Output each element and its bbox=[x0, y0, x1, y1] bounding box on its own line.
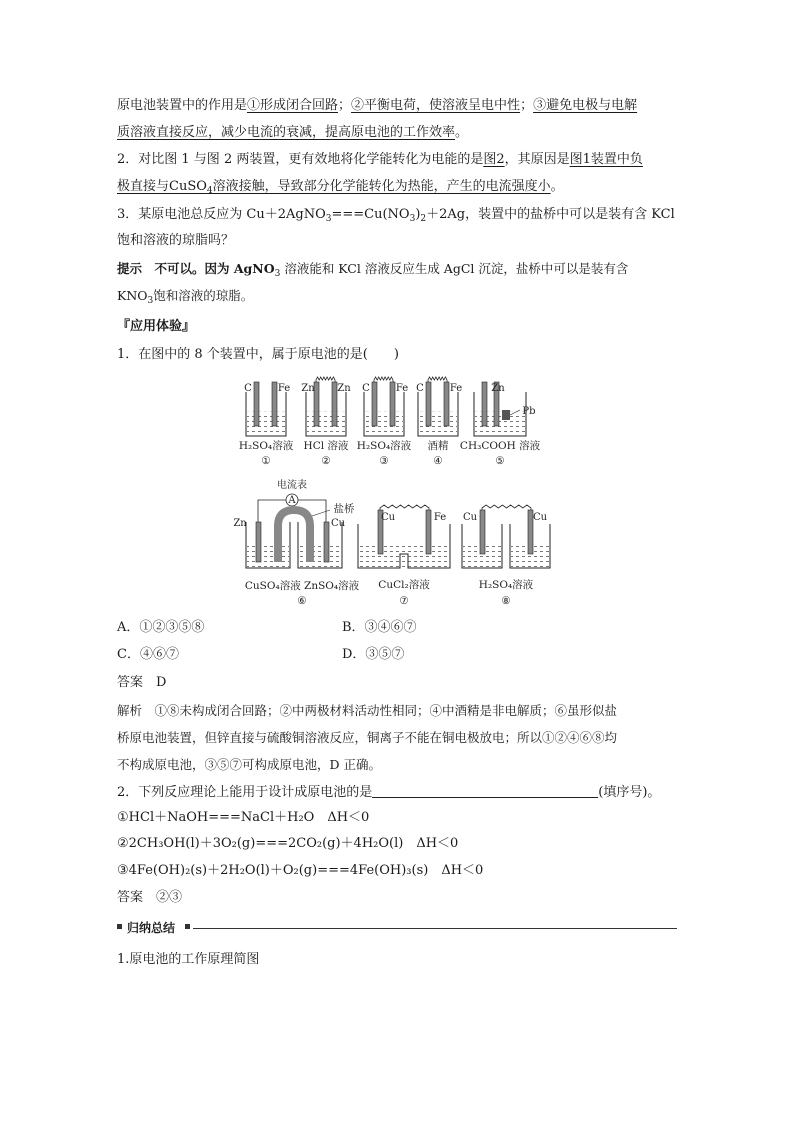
summary-label: 归纳总结 bbox=[127, 921, 176, 935]
electrode-left-label: Cu bbox=[462, 512, 478, 523]
underlined-text: 溶液接触，导致部分化学能转化为热能，产生的电流强度小 bbox=[212, 179, 551, 194]
solution-level bbox=[419, 412, 457, 435]
electrode-left-label: Zn bbox=[301, 383, 315, 394]
electrode-right-label: Fe bbox=[433, 512, 447, 523]
apparatus-number: ② bbox=[321, 455, 331, 467]
apparatus-1 bbox=[239, 382, 294, 467]
wire bbox=[482, 505, 531, 510]
text-line-5 bbox=[117, 205, 675, 225]
wire bbox=[380, 505, 429, 510]
apparatus-number: ⑥ bbox=[297, 595, 307, 607]
electrode-right bbox=[502, 410, 510, 420]
underlined-text: 质溶液直接反应，减少电流的衰减，提高原电池的工作效率 bbox=[117, 125, 456, 140]
text-line-2 bbox=[117, 123, 468, 143]
option-d: D．③⑤⑦ bbox=[342, 647, 405, 662]
electrode-right-label: Fe bbox=[277, 383, 291, 394]
explanation-line-3: 不构成原电池，③⑤⑦可构成原电池，D 正确。 bbox=[117, 757, 381, 772]
electrode-right bbox=[324, 522, 329, 562]
answer-blank[interactable] bbox=[372, 783, 598, 798]
electrode-left-label: Cu bbox=[380, 512, 396, 523]
answer-2: 答案 ②③ bbox=[117, 890, 183, 905]
electrode-left bbox=[426, 382, 431, 426]
solution-level bbox=[307, 412, 345, 435]
electrode-left bbox=[372, 382, 377, 426]
apparatus-number: ① bbox=[261, 455, 271, 467]
apparatus-4 bbox=[416, 377, 462, 467]
text: 3．某原电池总反应为 Cu＋2AgNO bbox=[117, 207, 326, 222]
electrode-left-label: C bbox=[416, 383, 424, 394]
hint-text: 提示 不可以。因为 AgNO bbox=[117, 261, 275, 276]
electrode-left-label: C bbox=[362, 383, 370, 394]
electrode-left bbox=[482, 382, 487, 426]
electrode-right-label: Fe bbox=[449, 383, 463, 394]
text: ) bbox=[415, 207, 421, 222]
reaction-3: ③4Fe(OH)₂(s)＋2H₂O(l)＋O₂(g)===4Fe(OH)₃(s) ΔH＜0 bbox=[117, 863, 484, 878]
wire bbox=[374, 377, 393, 382]
figure-row-2 bbox=[233, 478, 550, 607]
electrode-left-label: C bbox=[244, 383, 252, 394]
ammeter-symbol: A bbox=[288, 495, 296, 506]
option-a: A．①②③⑤⑧ bbox=[117, 620, 205, 635]
electrode-right bbox=[444, 382, 449, 426]
divider-line bbox=[193, 928, 677, 929]
electrode-right-label: Cu bbox=[532, 512, 548, 523]
underlined-text: 极直接与CuSO bbox=[117, 179, 207, 194]
text-line-1 bbox=[117, 96, 637, 116]
subscript: 3 bbox=[409, 214, 416, 224]
underlined-text: ①形成闭合回路 bbox=[247, 98, 339, 113]
solution-level bbox=[247, 543, 289, 567]
electrode-right-label: Fe bbox=[395, 383, 409, 394]
solution-label: H₂SO₄溶液 bbox=[478, 579, 534, 591]
apparatus-number: ⑤ bbox=[495, 455, 505, 467]
solution-level bbox=[365, 412, 403, 435]
electrode-right bbox=[426, 510, 431, 554]
solution-label: 酒精 bbox=[427, 440, 449, 452]
explanation-line-2: 桥原电池装置，但锌直接与硫酸铜溶液反应，铜离子不能在铜电极放电；所以①②④⑥⑧均 bbox=[117, 730, 618, 745]
option-c: C．④⑥⑦ bbox=[117, 647, 179, 662]
text: ===Cu(NO bbox=[331, 207, 410, 222]
apparatus-number: ③ bbox=[379, 455, 389, 467]
text: 。 bbox=[550, 179, 564, 194]
text-line-3 bbox=[117, 150, 643, 170]
summary-item-1: 1.原电池的工作原理简图 bbox=[117, 952, 260, 967]
apparatus-figure bbox=[233, 374, 560, 607]
solution-level bbox=[247, 412, 285, 435]
salt-bridge-label: 盐桥 bbox=[333, 503, 355, 515]
solution-label: CH₃COOH 溶液 bbox=[459, 440, 541, 452]
electrode-left bbox=[314, 382, 319, 426]
option-b: B．③④⑥⑦ bbox=[342, 620, 417, 635]
underlined-text: 图2 bbox=[483, 152, 505, 167]
solution-level bbox=[359, 544, 449, 567]
summary-divider bbox=[117, 918, 677, 938]
apparatus-8 bbox=[462, 505, 550, 607]
reaction-2: ②2CH₃OH(l)＋3O₂(g)===2CO₂(g)＋4H₂O(l) ΔH＜0 bbox=[117, 836, 459, 851]
answer-1: 答案 D bbox=[117, 675, 167, 690]
text: 2．下列反应理论上能用于设计成原电池的是 bbox=[117, 785, 373, 800]
apparatus-number: ④ bbox=[433, 455, 443, 467]
text: ； bbox=[520, 98, 534, 113]
subscript: 2 bbox=[420, 214, 427, 224]
hint-text: 饱和溶液的琼脂。 bbox=[153, 288, 254, 303]
underlined-text: 图1装置中负 bbox=[569, 152, 643, 167]
question-2 bbox=[117, 783, 660, 803]
wire bbox=[316, 377, 335, 382]
apparatus-number: ⑦ bbox=[399, 595, 409, 607]
apparatus-2 bbox=[301, 377, 351, 467]
question-1: 1．在图中的 8 个装置中，属于原电池的是( ) bbox=[117, 347, 399, 362]
text: 原电池装置中的作用是 bbox=[117, 98, 248, 113]
electrode-left bbox=[254, 382, 259, 426]
solution-level bbox=[299, 543, 341, 567]
figure-row-1 bbox=[239, 377, 541, 467]
wire bbox=[428, 377, 447, 382]
section-heading: 『应用体验』 bbox=[117, 319, 196, 334]
apparatus-3 bbox=[357, 377, 412, 467]
solution-label: CuCl₂溶液 bbox=[378, 579, 430, 591]
apparatus-6 bbox=[233, 478, 359, 607]
underlined-text: ②平衡电荷，使溶液呈电中性 bbox=[351, 98, 521, 113]
text: (填序号)。 bbox=[598, 785, 661, 800]
text: 2．对比图 1 与图 2 两装置，更有效地将化学能转化为电能的是 bbox=[117, 152, 484, 167]
solution-label: CuSO₄溶液 ZnSO₄溶液 bbox=[244, 580, 360, 592]
square-icon bbox=[117, 924, 122, 929]
electrode-left-label: Zn bbox=[233, 518, 247, 529]
electrode-right bbox=[390, 382, 395, 426]
electrode-right-label: Zn bbox=[337, 383, 351, 394]
solution-label: H₂SO₄溶液 bbox=[238, 440, 294, 452]
pointer-line bbox=[312, 510, 330, 516]
text-line-6: 饱和溶液的琼脂吗？ bbox=[117, 233, 235, 248]
electrode-right-label: Cu bbox=[330, 518, 346, 529]
hint-line-2 bbox=[117, 286, 253, 306]
solution-label: HCl 溶液 bbox=[303, 440, 349, 452]
hint-line-1 bbox=[117, 259, 628, 279]
explanation-line-1: 解析 ①⑧未构成闭合回路；②中两极材料活动性相同；④中酒精是非电解质；⑥虽形似盐 bbox=[117, 703, 618, 718]
electrode-right-label: Pb bbox=[522, 406, 536, 417]
apparatus-5 bbox=[460, 382, 541, 467]
electrode-left-label: Zn bbox=[491, 383, 505, 394]
hint-text: 溶液能和 KCl 溶液反应生成 AgCl 沉淀，盐桥中可以是装有含 bbox=[280, 261, 629, 276]
text-line-4 bbox=[117, 177, 564, 197]
underlined-text: ③避免电极与电解 bbox=[533, 98, 638, 113]
subscript: 3 bbox=[147, 296, 154, 306]
electrode-left bbox=[480, 510, 485, 554]
electrode-right bbox=[332, 382, 337, 426]
electrode-right bbox=[272, 382, 277, 426]
subscript: 4 bbox=[206, 186, 213, 196]
text: ＋2Ag，装置中的盐桥中可以是装有含 KCl bbox=[426, 207, 675, 222]
hint-text: KNO bbox=[117, 288, 148, 303]
text: ，其原因是 bbox=[504, 152, 570, 167]
apparatus-number: ⑧ bbox=[501, 595, 511, 607]
subscript: 3 bbox=[274, 269, 281, 279]
electrode-left bbox=[256, 522, 261, 562]
subscript: 3 bbox=[325, 214, 332, 224]
text: 。 bbox=[455, 125, 469, 140]
solution-label: H₂SO₄溶液 bbox=[356, 440, 412, 452]
ammeter-label: 电流表 bbox=[277, 480, 307, 491]
apparatus-7 bbox=[358, 505, 450, 607]
text: ； bbox=[338, 98, 352, 113]
square-icon bbox=[185, 924, 190, 929]
reaction-1: ①HCl＋NaOH===NaCl＋H₂O ΔH＜0 bbox=[117, 810, 370, 825]
